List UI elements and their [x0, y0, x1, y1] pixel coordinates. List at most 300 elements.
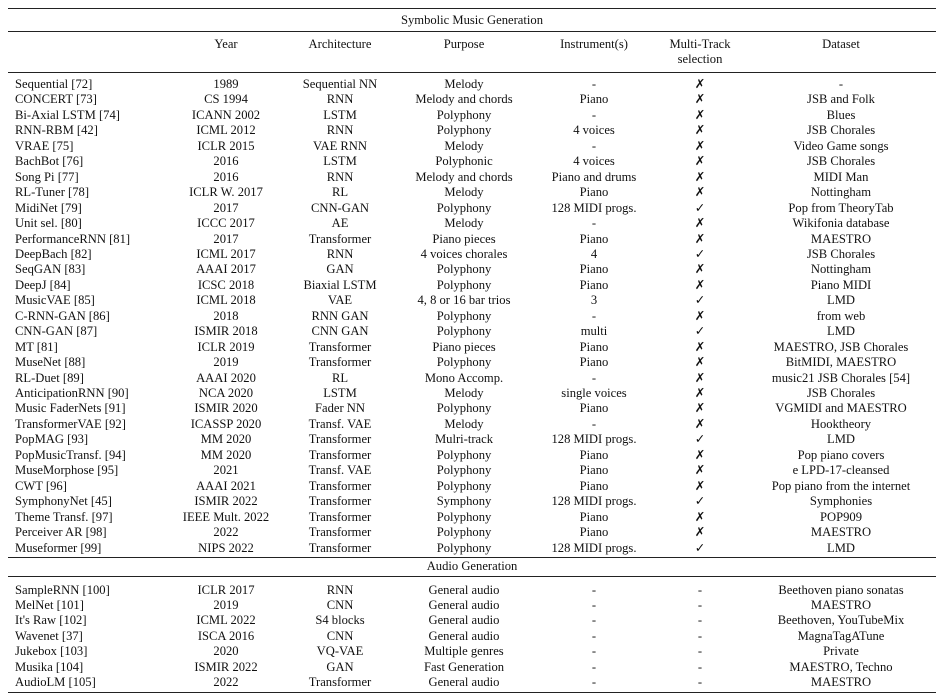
- cell-dataset: music21 JSB Chorales [54]: [771, 370, 911, 385]
- cell-multitrack: ✗: [694, 416, 706, 431]
- cell-dataset: LMD: [827, 432, 855, 447]
- cell-multitrack: ✗: [694, 339, 706, 354]
- cell-dataset: LMD: [827, 293, 855, 308]
- cell-model: MidiNet [79]: [15, 200, 82, 215]
- cell-multitrack: ✗: [694, 525, 706, 540]
- table-row: [0, 613, 942, 628]
- cell-architecture: Transf. VAE: [308, 416, 372, 431]
- cell-model: Perceiver AR [98]: [15, 525, 107, 540]
- cell-year: MM 2020: [200, 447, 252, 462]
- cell-model: DeepBach [82]: [15, 246, 92, 261]
- table-row: [0, 262, 942, 277]
- table-row: [0, 541, 942, 556]
- table-row: [0, 340, 942, 355]
- table-row: [0, 417, 942, 432]
- cell-dataset: JSB and Folk: [807, 92, 875, 107]
- cell-multitrack: ✓: [694, 324, 706, 339]
- cell-architecture: AE: [331, 216, 349, 231]
- cell-year: ISCA 2016: [197, 628, 255, 643]
- cell-instruments: Piano: [579, 92, 609, 107]
- cell-instruments: -: [591, 370, 597, 385]
- cell-multitrack: ✗: [694, 277, 706, 292]
- cell-purpose: Melody: [444, 386, 484, 400]
- cell-architecture: Transformer: [308, 509, 372, 524]
- cell-purpose: Mulri-track: [434, 432, 494, 447]
- cell-dataset: Wikifonia database: [792, 216, 890, 231]
- cell-model: Wavenet [37]: [15, 628, 83, 643]
- cell-multitrack: -: [697, 613, 703, 628]
- cell-instruments: 128 MIDI progs.: [551, 432, 637, 447]
- table-row: [0, 247, 942, 262]
- cell-instruments: -: [591, 628, 597, 643]
- cell-dataset: MAESTRO: [810, 231, 872, 246]
- cell-model: MT [81]: [15, 339, 58, 354]
- table-row: [0, 185, 942, 200]
- cell-model: Musika [104]: [15, 659, 84, 674]
- cell-instruments: -: [591, 416, 597, 431]
- cell-year: 2017: [213, 231, 239, 246]
- cell-instruments: -: [591, 659, 597, 674]
- cell-purpose: Symphony: [436, 494, 492, 509]
- cell-multitrack: ✓: [694, 200, 706, 215]
- cell-dataset: Piano MIDI: [810, 277, 872, 292]
- cell-year: ICLR 2019: [197, 339, 255, 354]
- cell-architecture: S4 blocks: [315, 613, 365, 628]
- table-row: [0, 216, 942, 231]
- cell-instruments: Piano: [579, 185, 609, 200]
- cell-model: RL-Duet [89]: [15, 370, 84, 385]
- cell-year: ISMIR 2020: [194, 401, 258, 416]
- cell-dataset: Nottingham: [810, 262, 872, 277]
- cell-multitrack: -: [697, 597, 703, 612]
- cell-architecture: Transformer: [308, 432, 372, 447]
- top-rule: [8, 8, 936, 9]
- cell-multitrack: ✓: [694, 293, 706, 308]
- cell-architecture: Transformer: [308, 231, 372, 246]
- cell-year: NCA 2020: [198, 386, 254, 400]
- cell-model: SampleRNN [100]: [15, 582, 110, 597]
- cell-dataset: Symphonies: [809, 494, 873, 509]
- cell-year: ICLR W. 2017: [189, 185, 263, 200]
- cell-dataset: LMD: [827, 324, 855, 339]
- cell-model: Song Pi [77]: [15, 169, 79, 184]
- cell-multitrack: ✗: [694, 185, 706, 200]
- table-row: [0, 232, 942, 247]
- cell-year: MM 2020: [200, 432, 252, 447]
- cell-architecture: Transformer: [308, 447, 372, 462]
- table-row: [0, 170, 942, 185]
- cell-architecture: Transformer: [308, 494, 372, 509]
- cell-purpose: Melody: [444, 77, 484, 91]
- cell-purpose: Polyphony: [436, 262, 492, 277]
- header-instruments: Instrument(s): [560, 37, 628, 51]
- cell-architecture: GAN: [326, 262, 354, 277]
- cell-instruments: -: [591, 582, 597, 597]
- section-title-symbolic: Symbolic Music Generation: [400, 13, 543, 27]
- cell-instruments: -: [591, 77, 597, 91]
- cell-dataset: e LPD-17-cleansed: [792, 463, 890, 478]
- cell-architecture: RNN: [326, 123, 354, 138]
- cell-dataset: VGMIDI and MAESTRO: [775, 401, 907, 416]
- table-row: [0, 293, 942, 308]
- cell-dataset: Blues: [826, 107, 856, 122]
- table-row: [0, 201, 942, 216]
- cell-dataset: POP909: [820, 509, 862, 524]
- cell-model: Sequential [72]: [15, 77, 93, 91]
- cell-model: Music FaderNets [91]: [15, 401, 126, 416]
- cell-purpose: Polyphony: [436, 509, 492, 524]
- cell-instruments: 4 voices: [573, 154, 615, 169]
- cell-instruments: -: [591, 138, 597, 153]
- cell-purpose: Melody: [444, 185, 484, 200]
- cell-dataset: MAESTRO: [810, 675, 872, 690]
- cell-instruments: 128 MIDI progs.: [551, 494, 637, 509]
- table-row: [0, 401, 942, 416]
- cell-architecture: CNN: [326, 628, 354, 643]
- cell-model: PopMusicTransf. [94]: [15, 447, 126, 462]
- cell-multitrack: -: [697, 644, 703, 659]
- cell-instruments: Piano: [579, 509, 609, 524]
- cell-dataset: MagnaTagATune: [797, 628, 885, 643]
- cell-dataset: Pop piano from the internet: [771, 478, 911, 493]
- cell-dataset: Beethoven, YouTubeMix: [777, 613, 905, 628]
- cell-year: ICML 2012: [196, 123, 256, 138]
- cell-dataset: -: [838, 77, 844, 91]
- table-row: [0, 660, 942, 675]
- cell-model: DeepJ [84]: [15, 277, 71, 292]
- cell-multitrack: ✗: [694, 123, 706, 138]
- cell-instruments: 128 MIDI progs.: [551, 540, 637, 555]
- cell-architecture: LSTM: [323, 386, 357, 400]
- cell-model: VRAE [75]: [15, 138, 74, 153]
- cell-year: ICANN 2002: [191, 107, 261, 122]
- section-rule-bottom: [8, 576, 936, 577]
- cell-multitrack: ✗: [694, 77, 706, 91]
- cell-multitrack: ✗: [694, 509, 706, 524]
- header-dataset: Dataset: [822, 37, 860, 51]
- cell-architecture: VAE: [327, 293, 353, 308]
- cell-multitrack: -: [697, 675, 703, 690]
- cell-instruments: single voices: [561, 386, 627, 400]
- table-row: [0, 278, 942, 293]
- cell-architecture: RL: [331, 370, 349, 385]
- cell-multitrack: -: [697, 628, 703, 643]
- cell-year: ISMIR 2022: [194, 494, 258, 509]
- cell-multitrack: ✗: [694, 107, 706, 122]
- cell-year: ICML 2017: [196, 246, 256, 261]
- cell-purpose: 4 voices chorales: [420, 246, 508, 261]
- section-title-audio: Audio Generation: [426, 559, 518, 573]
- cell-instruments: -: [591, 107, 597, 122]
- cell-purpose: Melody: [444, 216, 484, 231]
- cell-purpose: General audio: [428, 582, 500, 597]
- table-row: [0, 525, 942, 540]
- cell-model: CONCERT [73]: [15, 92, 97, 107]
- cell-year: 2016: [213, 154, 239, 169]
- cell-model: MusicVAE [85]: [15, 293, 95, 308]
- cell-dataset: Private: [823, 644, 859, 659]
- cell-architecture: Sequential NN: [302, 77, 378, 91]
- cell-instruments: Piano: [579, 231, 609, 246]
- table-row: [0, 371, 942, 386]
- cell-year: ISMIR 2018: [194, 324, 258, 339]
- cell-architecture: RNN GAN: [311, 308, 369, 323]
- cell-year: ISMIR 2022: [194, 659, 258, 674]
- cell-year: AAAI 2017: [196, 262, 256, 277]
- cell-instruments: Piano: [579, 478, 609, 493]
- cell-model: MuseMorphose [95]: [15, 463, 119, 478]
- cell-year: CS 1994: [204, 92, 248, 107]
- cell-architecture: Transformer: [308, 355, 372, 370]
- cell-architecture: CNN-GAN: [310, 200, 370, 215]
- cell-instruments: Piano: [579, 463, 609, 478]
- cell-multitrack: ✗: [694, 401, 706, 416]
- cell-multitrack: ✓: [694, 432, 706, 447]
- cell-multitrack: ✗: [694, 92, 706, 107]
- table-row: [0, 154, 942, 169]
- cell-purpose: Polyphony: [436, 277, 492, 292]
- cell-multitrack: ✗: [694, 370, 706, 385]
- table-row: [0, 494, 942, 509]
- cell-purpose: Polyphony: [436, 324, 492, 339]
- cell-purpose: Melody: [444, 416, 484, 431]
- table-row: [0, 583, 942, 598]
- cell-model: RL-Tuner [78]: [15, 185, 90, 200]
- cell-model: AnticipationRNN [90]: [15, 386, 129, 400]
- cell-model: TransformerVAE [92]: [15, 416, 126, 431]
- table-row: [0, 629, 942, 644]
- cell-year: ICML 2022: [196, 613, 256, 628]
- header-year: Year: [214, 37, 238, 51]
- cell-instruments: -: [591, 675, 597, 690]
- cell-architecture: RNN: [326, 169, 354, 184]
- cell-architecture: RL: [331, 185, 349, 200]
- header-rule-bottom: [8, 72, 936, 73]
- cell-multitrack: ✗: [694, 386, 706, 400]
- cell-model: CWT [96]: [15, 478, 67, 493]
- cell-year: ICLR 2017: [197, 582, 255, 597]
- table-row: [0, 108, 942, 123]
- cell-model: SeqGAN [83]: [15, 262, 86, 277]
- cell-year: IEEE Mult. 2022: [182, 509, 270, 524]
- cell-purpose: General audio: [428, 675, 500, 690]
- table-row: [0, 123, 942, 138]
- cell-model: C-RNN-GAN [86]: [15, 308, 110, 323]
- cell-multitrack: ✗: [694, 308, 706, 323]
- cell-purpose: Polyphony: [436, 123, 492, 138]
- cell-purpose: Melody: [444, 138, 484, 153]
- table-row: [0, 139, 942, 154]
- cell-multitrack: ✗: [694, 231, 706, 246]
- cell-multitrack: ✓: [694, 246, 706, 261]
- cell-architecture: Transformer: [308, 675, 372, 690]
- cell-year: 2020: [213, 644, 239, 659]
- cell-architecture: RNN: [326, 92, 354, 107]
- cell-purpose: Polyphony: [436, 447, 492, 462]
- cell-dataset: BitMIDI, MAESTRO: [785, 355, 897, 370]
- cell-dataset: Hooktheory: [810, 416, 872, 431]
- cell-dataset: MAESTRO: [810, 525, 872, 540]
- cell-multitrack: ✓: [694, 494, 706, 509]
- cell-dataset: MAESTRO, JSB Chorales: [773, 339, 909, 354]
- cell-instruments: Piano: [579, 277, 609, 292]
- cell-year: ICASSP 2020: [190, 416, 262, 431]
- cell-model: AudioLM [105]: [15, 675, 96, 690]
- cell-purpose: Melody and chords: [415, 92, 513, 107]
- cell-purpose: General audio: [428, 613, 500, 628]
- cell-multitrack: ✗: [694, 138, 706, 153]
- cell-multitrack: ✗: [694, 463, 706, 478]
- cell-dataset: MAESTRO, Techno: [789, 659, 893, 674]
- cell-dataset: Nottingham: [810, 185, 872, 200]
- cell-model: BachBot [76]: [15, 154, 84, 169]
- table-row: [0, 355, 942, 370]
- cell-year: 2019: [213, 597, 239, 612]
- cell-instruments: 4 voices: [573, 123, 615, 138]
- cell-year: ICML 2018: [196, 293, 256, 308]
- cell-dataset: MIDI Man: [813, 169, 869, 184]
- table-row: [0, 510, 942, 525]
- cell-model: Bi-Axial LSTM [74]: [15, 107, 120, 122]
- cell-purpose: Melody and chords: [415, 169, 513, 184]
- cell-instruments: Piano and drums: [551, 169, 637, 184]
- cell-instruments: -: [591, 613, 597, 628]
- cell-year: 2018: [213, 308, 239, 323]
- cell-model: MuseNet [88]: [15, 355, 86, 370]
- cell-dataset: from web: [816, 308, 866, 323]
- header-architecture: Architecture: [308, 37, 372, 51]
- cell-purpose: Polyphony: [436, 355, 492, 370]
- cell-instruments: -: [591, 644, 597, 659]
- cell-instruments: Piano: [579, 525, 609, 540]
- cell-multitrack: ✗: [694, 216, 706, 231]
- cell-architecture: Fader NN: [314, 401, 365, 416]
- cell-multitrack: ✓: [694, 540, 706, 555]
- cell-dataset: Beethoven piano sonatas: [778, 582, 904, 597]
- cell-purpose: Polyphony: [436, 525, 492, 540]
- cell-purpose: Piano pieces: [432, 339, 496, 354]
- cell-multitrack: ✗: [694, 478, 706, 493]
- cell-multitrack: ✗: [694, 355, 706, 370]
- cell-purpose: Polyphony: [436, 107, 492, 122]
- cell-dataset: Pop from TheoryTab: [788, 200, 894, 215]
- cell-purpose: Polyphony: [436, 200, 492, 215]
- cell-model: PopMAG [93]: [15, 432, 89, 447]
- cell-instruments: Piano: [579, 447, 609, 462]
- cell-purpose: Polyphony: [436, 478, 492, 493]
- cell-instruments: Piano: [579, 401, 609, 416]
- table-row: [0, 386, 942, 401]
- cell-purpose: Polyphony: [436, 540, 492, 555]
- cell-model: Jukebox [103]: [15, 644, 88, 659]
- header-rule-top: [8, 31, 936, 32]
- cell-year: 2022: [213, 525, 239, 540]
- cell-architecture: LSTM: [323, 154, 357, 169]
- cell-purpose: Fast Generation: [423, 659, 505, 674]
- cell-year: 2022: [213, 675, 239, 690]
- cell-multitrack: -: [697, 659, 703, 674]
- cell-dataset: JSB Chorales: [806, 154, 876, 169]
- cell-multitrack: ✗: [694, 169, 706, 184]
- cell-model: It's Raw [102]: [15, 613, 87, 628]
- cell-architecture: CNN: [326, 597, 354, 612]
- cell-dataset: LMD: [827, 540, 855, 555]
- cell-purpose: Mono Accomp.: [424, 370, 504, 385]
- cell-purpose: Polyphony: [436, 463, 492, 478]
- cell-year: ICCC 2017: [197, 216, 255, 231]
- cell-architecture: Transformer: [308, 540, 372, 555]
- cell-year: 1989: [213, 77, 239, 91]
- cell-dataset: Pop piano covers: [797, 447, 885, 462]
- cell-model: RNN-RBM [42]: [15, 123, 98, 138]
- cell-multitrack: ✗: [694, 154, 706, 169]
- cell-instruments: 3: [590, 293, 598, 308]
- cell-dataset: JSB Chorales: [806, 386, 876, 400]
- cell-multitrack: ✗: [694, 447, 706, 462]
- cell-instruments: Piano: [579, 339, 609, 354]
- cell-architecture: RNN: [326, 246, 354, 261]
- cell-purpose: Polyphony: [436, 308, 492, 323]
- cell-instruments: Piano: [579, 355, 609, 370]
- cell-year: ICSC 2018: [197, 277, 255, 292]
- table-row: [0, 309, 942, 324]
- cell-model: MelNet [101]: [15, 597, 84, 612]
- cell-architecture: GAN: [326, 659, 354, 674]
- table-row: [0, 644, 942, 659]
- table-row: [0, 448, 942, 463]
- cell-instruments: multi: [580, 324, 608, 339]
- table-row: [0, 463, 942, 478]
- cell-instruments: Piano: [579, 262, 609, 277]
- cell-instruments: -: [591, 597, 597, 612]
- cell-multitrack: -: [697, 582, 703, 597]
- header-multitrack: Multi-Track selection: [669, 37, 731, 66]
- cell-architecture: RNN: [326, 582, 354, 597]
- cell-architecture: VQ-VAE: [316, 644, 364, 659]
- cell-model: PerformanceRNN [81]: [15, 231, 131, 246]
- section-rule-top: [8, 557, 936, 558]
- cell-model: Unit sel. [80]: [15, 216, 82, 231]
- cell-dataset: MAESTRO: [810, 597, 872, 612]
- cell-multitrack: ✗: [694, 262, 706, 277]
- cell-year: NIPS 2022: [198, 540, 254, 555]
- cell-year: ICLR 2015: [197, 138, 255, 153]
- cell-year: 2017: [213, 200, 239, 215]
- table-row: [0, 432, 942, 447]
- table-row: [0, 598, 942, 613]
- cell-instruments: 128 MIDI progs.: [551, 200, 637, 215]
- cell-model: Museformer [99]: [15, 540, 102, 555]
- cell-dataset: JSB Chorales: [806, 123, 876, 138]
- cell-dataset: JSB Chorales: [806, 246, 876, 261]
- cell-architecture: Transf. VAE: [308, 463, 372, 478]
- cell-purpose: General audio: [428, 628, 500, 643]
- cell-architecture: Transformer: [308, 339, 372, 354]
- cell-year: AAAI 2021: [196, 478, 256, 493]
- cell-purpose: Polyphonic: [435, 154, 493, 169]
- bottom-rule: [8, 692, 936, 693]
- table-row: [0, 324, 942, 339]
- cell-year: 2019: [213, 355, 239, 370]
- cell-year: 2016: [213, 169, 239, 184]
- cell-architecture: LSTM: [323, 107, 357, 122]
- cell-architecture: Transformer: [308, 478, 372, 493]
- cell-architecture: CNN GAN: [311, 324, 369, 339]
- cell-purpose: Piano pieces: [432, 231, 496, 246]
- cell-instruments: -: [591, 216, 597, 231]
- cell-architecture: VAE RNN: [313, 138, 367, 153]
- cell-architecture: Biaxial LSTM: [303, 277, 377, 292]
